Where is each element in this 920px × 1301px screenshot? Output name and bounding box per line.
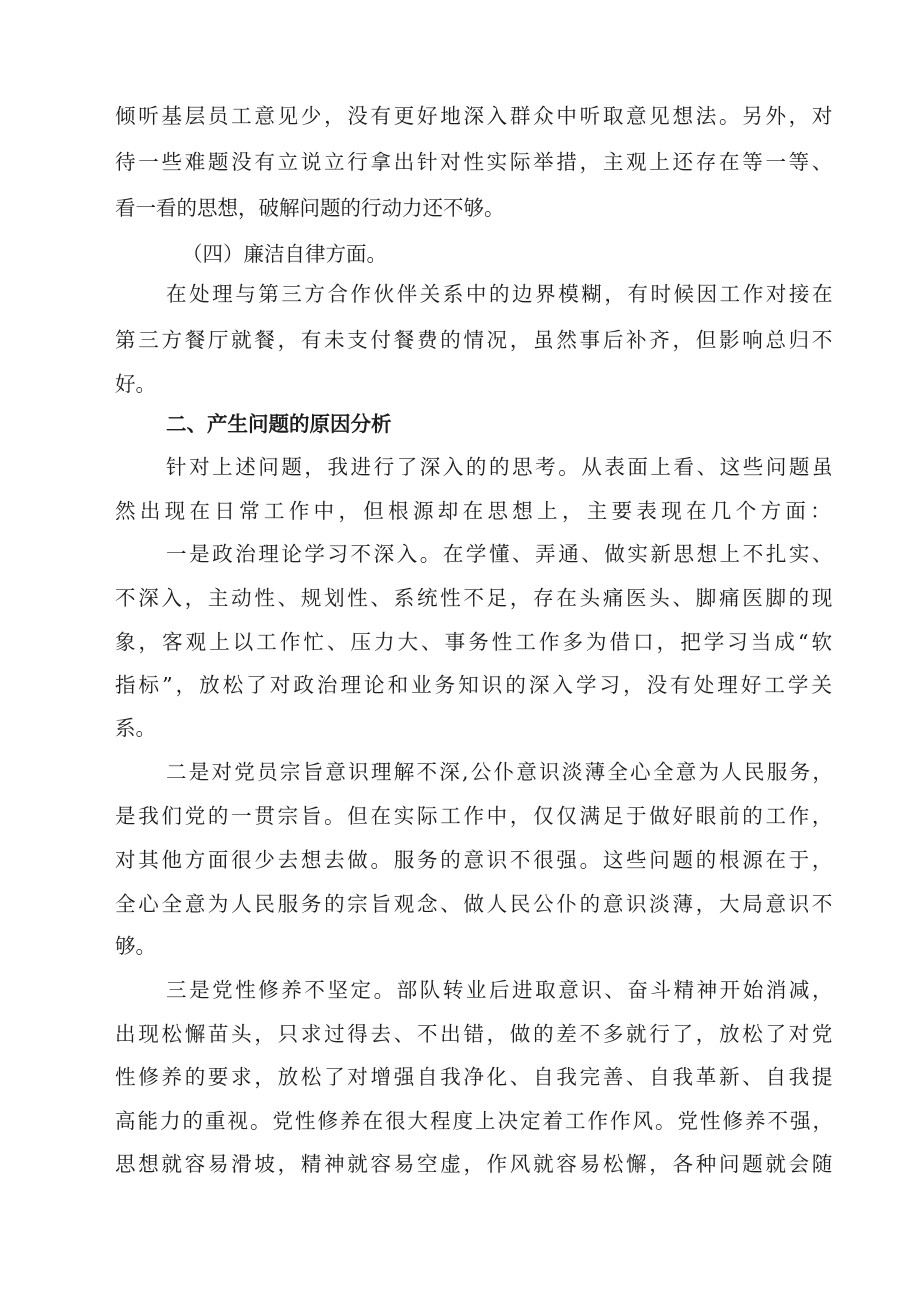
line-text: 思想就容易滑坡，精神就容易空虚，作风就容易松懈，各种问题就会随 [115,1152,835,1176]
line-text: 不深入，主动性、规划性、系统性不足，存在头痛医头、脚痛医脚的现 [115,586,835,610]
line-text: 系。 [115,716,156,740]
section-subheading [182,232,902,276]
text-line [115,318,835,362]
line-text: （四）廉洁自律方面。 [182,242,387,266]
line-text: 够。 [115,934,156,958]
text-line [115,1099,835,1143]
text-line [166,532,835,576]
text-line [115,576,835,620]
line-text: 全心全意为人民服务的宗旨观念、做人民公仆的意识淡薄，大局意识不 [115,892,835,916]
line-text: 性修养的要求，放松了对增强自我净化、自我完善、自我革新、自我提 [115,1065,835,1089]
text-line [115,94,835,138]
line-text: 对其他方面很少去想去做。服务的意识不很强。这些问题的根源在于， [115,848,835,872]
line-text: 三是党性修养不坚定。部队转业后进取意识、奋斗精神开始消减， [166,978,835,1002]
text-line [166,750,835,794]
text-line [115,924,835,968]
text-line [115,794,835,838]
text-line [166,968,835,1012]
text-line [115,186,835,230]
text-line [115,1012,835,1056]
line-text: 看一看的思想，破解问题的行动力还不够。 [115,196,505,220]
text-line [115,1055,835,1099]
line-text: 待一些难题没有立说立行拿出针对性实际举措，主观上还存在等一等、 [115,150,835,174]
text-line [115,362,835,406]
text-line [166,272,835,316]
text-line [115,838,835,882]
line-text: 在处理与第三方合作伙伴关系中的边界模糊，有时候因工作对接在 [166,282,835,306]
text-line [115,663,835,707]
line-text: 第三方餐厅就餐，有未支付餐费的情况，虽然事后补齐，但影响总归不 [115,328,835,352]
line-text: 然出现在日常工作中，但根源却在思想上，主要表现在几个方面： [115,499,835,523]
line-text: 二是对党员宗旨意识理解不深,公仆意识淡薄全心全意为人民服务， [166,760,835,784]
line-text: 象，客观上以工作忙、压力大、事务性工作多为借口，把学习当成“软 [115,630,835,654]
text-line [115,882,835,926]
line-text: 倾听基层员工意见少，没有更好地深入群众中听取意见想法。另外，对 [115,104,835,128]
line-text: 好。 [115,372,156,396]
line-text: 针对上述问题，我进行了深入的的思考。从表面上看、这些问题虽 [166,455,835,479]
text-line [166,445,835,489]
section-heading [166,402,835,446]
text-line [115,706,835,750]
line-text: 是我们党的一贯宗旨。但在实际工作中，仅仅满足于做好眼前的工作， [115,804,835,828]
line-text: 一是政治理论学习不深入。在学懂、弄通、做实新思想上不扎实、 [166,542,835,566]
line-text: 二、产生问题的原因分析 [166,412,392,436]
line-text: 出现松懈苗头，只求过得去、不出错，做的差不多就行了，放松了对党 [115,1022,835,1046]
text-line [115,489,835,533]
text-line [115,1142,835,1186]
line-text: 高能力的重视。党性修养在很大程度上决定着工作作风。党性修养不强， [115,1109,835,1133]
line-text: 指标”，放松了对政治理论和业务知识的深入学习，没有处理好工学关 [115,673,835,697]
text-line [115,140,835,184]
text-line [115,620,835,664]
